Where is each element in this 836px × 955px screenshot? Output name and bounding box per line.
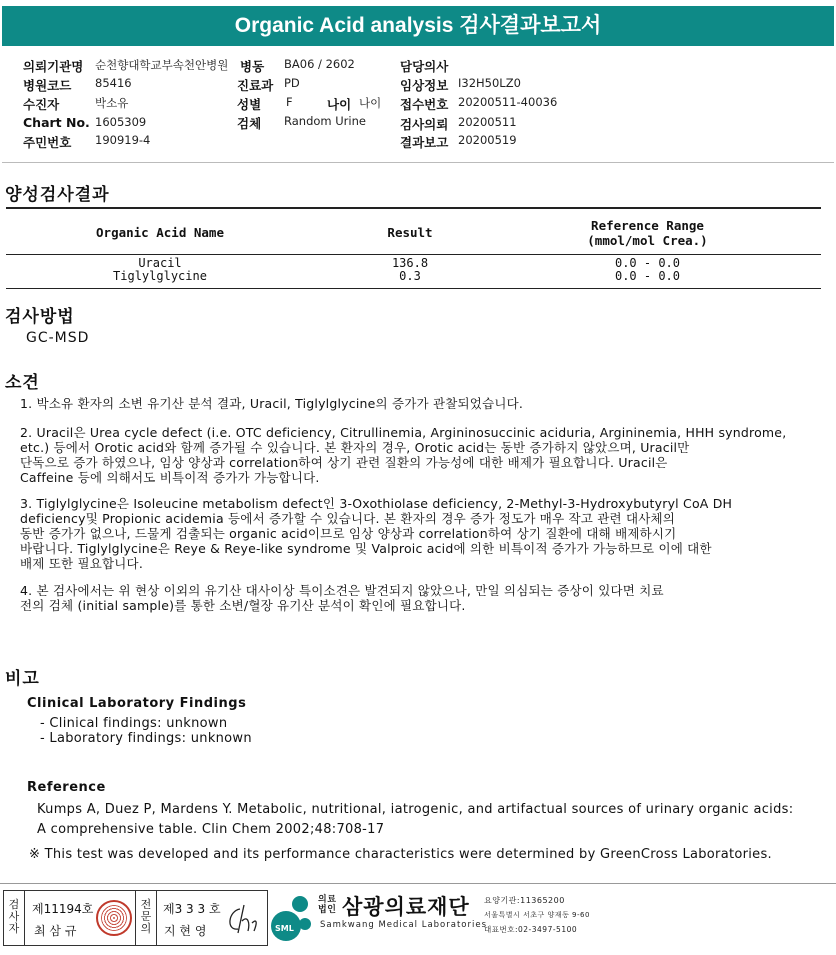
label-resident-no: 주민번호 — [23, 135, 72, 150]
value-receipt-no: 20200511-40036 — [458, 95, 558, 109]
method-heading: 검사방법 — [5, 307, 75, 327]
clinical-finding-item: - Clinical findings: unknown — [40, 716, 228, 731]
header-acid-name: Organic Acid Name — [96, 225, 224, 240]
org-code: 요양기관:11365200 — [484, 896, 565, 905]
examiner-name: 최 삼 규 — [34, 924, 77, 938]
signature-box — [3, 890, 268, 946]
remarks-heading: 비고 — [5, 669, 40, 689]
method-value: GC-MSD — [26, 330, 90, 346]
laboratory-finding-item: - Laboratory findings: unknown — [40, 731, 252, 746]
label-chart-no: Chart No. — [23, 115, 90, 130]
value-chart-no: 1605309 — [95, 115, 147, 129]
label-report-date: 결과보고 — [400, 135, 449, 150]
table-top-rule — [6, 207, 821, 209]
table-bottom-rule — [6, 288, 821, 289]
header-reference-unit: (mmol/mol Crea.) — [587, 233, 708, 248]
value-patient: 박소유 — [95, 96, 129, 110]
org-name: 삼광의료재단 — [342, 895, 470, 919]
org-phone: 대표번호:02-3497-5100 — [484, 925, 578, 934]
value-specimen: Random Urine — [284, 114, 366, 128]
header-reference-range: Reference Range — [591, 218, 704, 233]
opinion-paragraph-2: 2. Uracil은 Urea cycle defect (i.e. OTC deficiency, Citrullinemia, Argininosuccinic aciduria, Argininemia, HHH syndrome, etc.) 등에서 Orotic acid와 함께 증가될 수 있습니다. 본 환자의 경우, Orotic acid는 동반 증가하지 않았으며, Uracil만 단독으로 증가 하였으나, 임상 양상과 correlation하여 상기 관련 질환의 가능성에 대한 배제가 필요합니다. Uracil은 Caffeine 등에 의해서도 비특이적 증가가 가능합니다. — [20, 425, 787, 485]
row-reference: 0.0 - 0.0 — [614, 269, 681, 283]
value-resident-no: 190919-4 — [95, 133, 151, 147]
value-sex: F — [286, 95, 293, 109]
table-header-rule — [6, 254, 821, 255]
value-request-date: 20200511 — [458, 115, 517, 129]
opinion-paragraph-4: 4. 본 검사에서는 위 현상 이외의 유기산 대사이상 특이소견은 발견되지 않았으나, 만일 의심되는 증상이 있다면 치료 전의 검체 (initial sample)를 통한 소변/혈장 유기산 분석이 확인에 필요합니다. — [20, 583, 664, 613]
value-age: 나이 — [359, 96, 382, 110]
label-sex: 성별 — [237, 97, 262, 112]
label-specimen: 검체 — [237, 116, 262, 131]
label-age: 나이 — [327, 97, 352, 112]
specialist-label: 전 문 의 — [140, 898, 152, 935]
value-institution: 순천향대학교부속천안병원 — [95, 58, 229, 72]
reference-line: Kumps A, Duez P, Mardens Y. Metabolic, nutritional, iatrogenic, and artifactual sources of urinary organic acids: — [37, 802, 794, 817]
org-english-name: Samkwang Medical Laboratories — [320, 920, 488, 930]
value-ward: BA06 / 2602 — [284, 57, 355, 71]
org-address: 서울특별시 서초구 양재동 9-60 — [484, 911, 590, 919]
org-prefix: 의료 법인 — [318, 895, 337, 915]
header-result: Result — [387, 225, 433, 240]
positive-results-heading: 양성검사결과 — [5, 185, 110, 205]
value-clinical-info: I32H50LZ0 — [458, 76, 521, 90]
label-department: 진료과 — [237, 78, 274, 93]
value-department: PD — [284, 76, 300, 90]
opinion-paragraph-1: 1. 박소유 환자의 소변 유기산 분석 결과, Uracil, Tiglylglycine의 증가가 관찰되었습니다. — [20, 396, 524, 411]
opinion-heading: 소견 — [5, 373, 40, 393]
row-result: 0.3 — [399, 269, 421, 283]
reference-heading: Reference — [27, 780, 106, 795]
specialist-name: 지 현 영 — [164, 924, 207, 938]
sml-logo-icon — [270, 893, 316, 943]
examiner-license-no: 제11194호 — [32, 902, 94, 916]
row-name: Uracil — [138, 256, 182, 270]
value-report-date: 20200519 — [458, 133, 517, 147]
row-result: 136.8 — [391, 256, 429, 270]
specialist-license-no: 제3 3 3 호 — [163, 902, 221, 916]
label-ward: 병동 — [240, 59, 265, 74]
reference-line: A comprehensive table. Clin Chem 2002;48:708-17 — [37, 822, 385, 837]
row-reference: 0.0 - 0.0 — [614, 256, 681, 270]
row-name: Tiglylglycine — [113, 269, 207, 283]
footer-divider — [0, 883, 836, 884]
opinion-paragraph-3: 3. Tiglylglycine은 Isoleucine metabolism defect인 3-Oxothiolase deficiency, 2-Methyl-3-Hydroxybutyryl CoA DH deficiency및 Propionic acidemia 등에서 증가할 수 있습니다. 본 환자의 경우 증가 정도가 매우 작고 관련 대사체의 동반 증가가 없으나, 드물게 검출되는 organic acid이므로 임상 양상과 correlation하여 상기 질환에 대해 배제하시기 바랍니다. Tiglylglycine은 Reye & Reye-like syndrome 및 Valproic acid에 의한 비특이적 증가가 가능하므로 이에 대한 배제 또한 필요합니다. — [20, 496, 733, 571]
examiner-seal — [96, 900, 132, 936]
report-title: Organic Acid analysis 검사결과보고서 — [2, 6, 834, 46]
label-doctor: 담당의사 — [400, 59, 449, 74]
label-clinical-info: 임상정보 — [400, 78, 449, 93]
patient-info — [0, 52, 836, 162]
value-hospital-code: 85416 — [95, 76, 132, 90]
test-note: ※ This test was developed and its performance characteristics were determined by GreenCross Laboratories. — [29, 847, 772, 862]
label-hospital-code: 병원코드 — [23, 78, 72, 93]
label-patient: 수진자 — [23, 97, 60, 112]
examiner-label: 검 사 자 — [8, 898, 20, 935]
info-divider — [2, 162, 834, 163]
clinical-findings-heading: Clinical Laboratory Findings — [27, 696, 247, 711]
label-receipt-no: 접수번호 — [400, 97, 449, 112]
handwritten-signature — [222, 901, 262, 937]
label-institution: 의뢰기관명 — [23, 59, 84, 74]
label-request-date: 검사의뢰 — [400, 117, 449, 132]
logo-mark-text: SML — [275, 924, 294, 933]
